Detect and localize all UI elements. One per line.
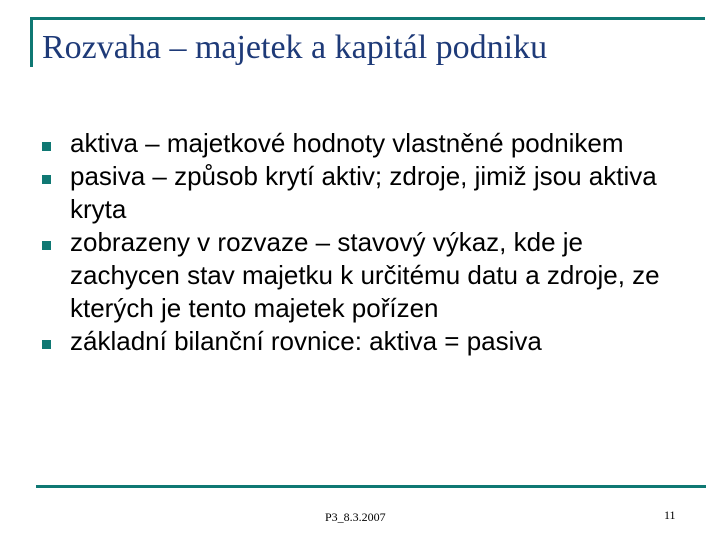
square-bullet-icon — [42, 340, 51, 349]
bullet-list — [42, 127, 682, 358]
frame-left-line — [30, 17, 33, 67]
bullet-text: zobrazeny v rozvaze – stavový výkaz, kde je zachycen stav majetku k určitému datu a zdroje, ze kterých je tento majetek pořízen — [70, 227, 660, 323]
bullet-text: aktiva – majetkové hodnoty vlastněné podnikem — [70, 128, 624, 158]
bullet-text: základní bilanční rovnice: aktiva = pasiva — [70, 326, 542, 356]
square-bullet-icon — [42, 175, 51, 184]
square-bullet-icon — [42, 142, 51, 151]
frame-top-line — [30, 17, 705, 20]
square-bullet-icon — [42, 241, 51, 250]
page-number: 11 — [664, 508, 676, 522]
bullet-text: pasiva – způsob krytí aktiv; zdroje, jimiž jsou aktiva kryta — [70, 161, 657, 224]
list-item — [42, 325, 682, 358]
footer-text: P3_8.3.2007 — [325, 510, 386, 524]
footer-line — [36, 485, 706, 488]
slide-title: Rozvaha – majetek a kapitál podniku — [42, 29, 548, 66]
list-item — [42, 160, 682, 226]
list-item — [42, 226, 682, 325]
list-item — [42, 127, 682, 160]
